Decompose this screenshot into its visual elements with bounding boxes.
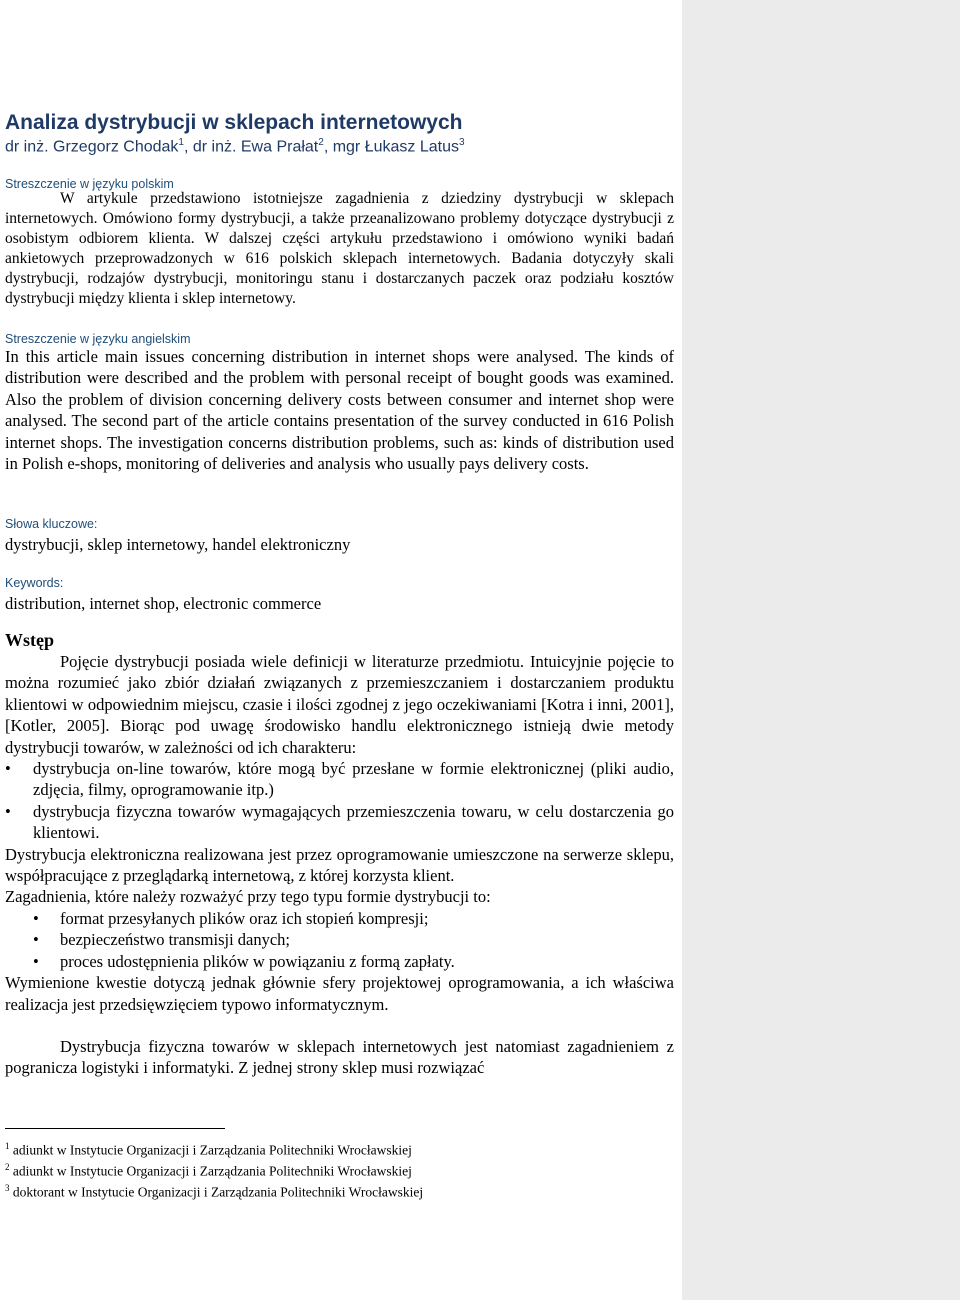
list-item-text: proces udostępnienia plików w powiązaniu z formą zapłaty. <box>60 951 455 971</box>
paragraph-gap <box>5 1015 674 1036</box>
abstract-pl-heading: Streszczenie w języku polskim <box>5 177 174 191</box>
intro-paragraph-1: Pojęcie dystrybucji posiada wiele definicji w literaturze przedmiotu. Intuicyjnie pojęcie to można rozumieć jako zbiór działań związanych z przemieszczaniem i dostarczaniem produktu klientowi w odpowiednim miejscu, czasie i ilości zgodnej z jego oczekiwaniami [Kotra i inni, 2001], [Kotler, 2005]. Biorąc pod uwagę środowisko handlu elektronicznego istnieją dwie metody dystrybucji towarów, w zależności od ich charakteru: <box>5 652 674 757</box>
abstract-pl-body: W artykule przedstawiono istotniejsze zagadnienia z dziedziny dystrybucji w sklepach internetowych. Omówiono formy dystrybucji, a także przeanalizowano problemy dotyczące dystrybucji z osobistym odbiorem klienta. W dalszej części artykułu przedstawiono i omówiono wyniki badań ankietowych przeprowadzonych w 616 polskich sklepach internetowych. Badania dotyczyły skali dystrybucji, rodzajów dystrybucji, monitoringu stanu i dostarczanych paczek oraz podziału kosztów dystrybucji między klienta i sklep internetowy. <box>5 190 674 307</box>
footnote-2 <box>5 1159 423 1180</box>
distribution-methods-list <box>5 758 674 844</box>
footnotes <box>5 1138 423 1201</box>
intro-paragraph-5: Dystrybucja fizyczna towarów w sklepach internetowych jest natomiast zagadnieniem z pogranicza logistyki i informatyki. Z jednej strony sklep musi rozwiązać <box>5 1036 674 1078</box>
footnote-text: doktorant w Instytucie Organizacji i Zarządzania Politechniki Wrocławskiej <box>9 1184 424 1200</box>
intro-paragraph-2: Dystrybucja elektroniczna realizowana jest przez oprogramowanie umieszczone na serwerze sklepu, współpracujące z przeglądarką internetową, z której korzysta klient. <box>5 844 674 886</box>
author-1: dr inż. Grzegorz Chodak <box>5 138 179 156</box>
bullet-icon: • <box>5 759 11 779</box>
author-2: , dr inż. Ewa Prałat <box>183 138 319 156</box>
considerations-list <box>5 908 674 972</box>
abstract-en-heading: Streszczenie w języku angielskim <box>5 332 191 346</box>
intro-heading: Wstęp <box>5 630 54 650</box>
footnote-ref-2[interactable]: 2 <box>318 137 324 148</box>
keywords-en-text: distribution, internet shop, electronic commerce <box>5 594 322 613</box>
list-item <box>5 758 674 801</box>
list-item-text: format przesyłanych plików oraz ich stopień kompresji; <box>60 908 429 928</box>
keywords-en-heading: Keywords: <box>5 576 64 590</box>
document-title: Analiza dystrybucji w sklepach internetowych <box>5 111 463 134</box>
footnote-number: 1 <box>5 1141 10 1151</box>
footnote-text: adiunkt w Instytucie Organizacji i Zarządzania Politechniki Wrocławskiej <box>9 1163 412 1179</box>
footnote-number: 2 <box>5 1162 10 1172</box>
footnote-separator <box>5 1128 225 1129</box>
list-item <box>5 951 674 972</box>
intro-body <box>5 651 674 1079</box>
footnote-ref-1[interactable]: 1 <box>178 137 184 148</box>
bullet-icon: • <box>33 930 39 950</box>
list-item-text: dystrybucja on-line towarów, które mogą być przesłane w formie elektronicznej (pliki audio, zdjęcia, filmy, oprogramowanie itp.) <box>33 759 674 800</box>
bullet-icon: • <box>5 801 11 821</box>
footnote-3 <box>5 1180 423 1201</box>
footnote-text: adiunkt w Instytucie Organizacji i Zarządzania Politechniki Wrocławskiej <box>9 1142 412 1158</box>
intro-paragraph-3: Zagadnienia, które należy rozważyć przy tego typu formie dystrybucji to: <box>5 887 491 907</box>
list-item-text: bezpieczeństwo transmisji danych; <box>60 930 291 950</box>
list-item <box>5 801 674 844</box>
list-item-text: dystrybucja fizyczna towarów wymagających przemieszczenia towaru, w celu dostarczenia go klientowi. <box>33 801 674 843</box>
footnote-1 <box>5 1138 423 1159</box>
bullet-icon: • <box>33 951 39 971</box>
author-3: , mgr Łukasz Latus <box>323 138 459 156</box>
comment-margin-panel <box>682 0 960 1300</box>
intro-paragraph-4: Wymienione kwestie dotyczą jednak głównie sfery projektowej oprogramowania, a ich właściwa realizacja jest przedsięwzięciem typowo informatycznym. <box>5 973 674 1014</box>
keywords-pl-heading: Słowa kluczowe: <box>5 517 98 531</box>
list-item <box>5 908 674 929</box>
list-item <box>5 929 674 950</box>
bullet-icon: • <box>33 908 39 928</box>
keywords-pl-text: dystrybucji, sklep internetowy, handel elektroniczny <box>5 535 351 554</box>
abstract-pl-text <box>5 189 674 309</box>
abstract-en-text: In this article main issues concerning distribution in internet shops were analysed. The kinds of distribution were described and the problem with personal receipt of bought goods was examined. Also the problem of division concerning delivery costs between consumer and internet shop were analysed. The second part of the article contains presentation of the survey conducted in 616 Polish internet shops. The investigation concerns distribution problems, such as: kinds of distribution used in Polish e-shops, monitoring of deliveries and analysis who usually pays delivery costs. <box>5 347 674 474</box>
footnote-number: 3 <box>5 1183 10 1193</box>
footnote-ref-3[interactable]: 3 <box>458 137 465 148</box>
authors-line <box>5 137 465 156</box>
